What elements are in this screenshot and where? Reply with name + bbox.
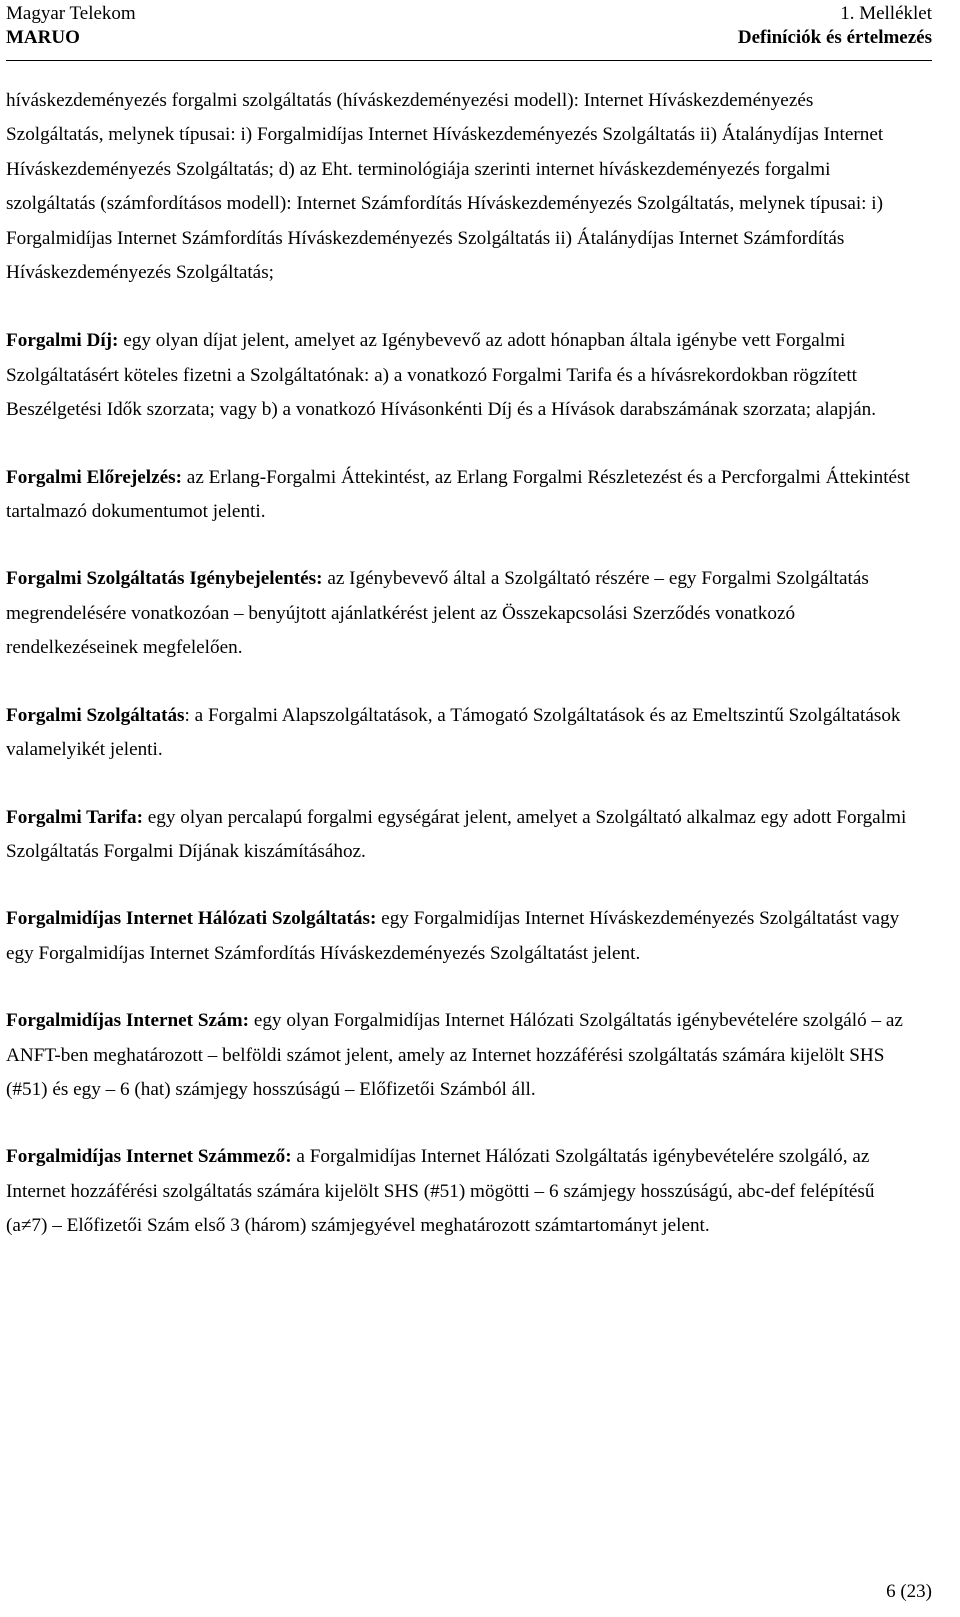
definition-paragraph — [6, 461, 911, 530]
definition-paragraph — [6, 699, 911, 768]
page-number: 6 (23) — [886, 1581, 932, 1602]
definition-text: egy olyan Forgalmidíjas Internet Hálózati Szolgáltatás igénybevételére szolgáló – az ANFT-ben meghatározott – belföldi számot jelent, amely az Internet hozzáférési szolgáltatás számára kijelölt SHS (#51) és egy – 6 (hat) számjegy hosszúságú – Előfizetői Számból áll. — [6, 1010, 903, 1100]
definition-text: az Igénybevevő által a Szolgáltató részére – egy Forgalmi Szolgáltatás megrendelésére vonatkozóan – benyújtott ajánlatkérést jelent az Összekapcsolási Szerződés vonatkozó rendelkezéseinek megfelelően. — [6, 568, 869, 659]
document-body — [6, 84, 911, 1277]
header-right — [738, 2, 932, 50]
definition-text: : a Forgalmi Alapszolgáltatások, a Támogató Szolgáltatások és az Emeltszintű Szolgáltatások valamelyikét jelenti. — [6, 704, 901, 761]
definition-term: Forgalmidíjas Internet Számmező: — [6, 1146, 292, 1168]
definition-text: híváskezdeményezés forgalmi szolgáltatás (híváskezdeményezési modell): Internet Híváskezdeményezés Szolgáltatás, melynek típusai: i) Forgalmidíjas Internet Híváskezdeményezés Szolgáltatás ii) Átalánydíjas Internet Híváskezdeményezés Szolgáltatás; d) az Eht. terminológiája szerinti internet híváskezdeményezés forgalmi szolgáltatás (számfordításos modell): Internet Számfordítás Híváskezdeményezés Szolgáltatás, melynek típusai: i) Forgalmidíjas Internet Számfordítás Híváskezdeményezés Szolgáltatás ii) Átalánydíjas Internet Számfordítás Híváskezdeményezés Szolgáltatás; — [6, 90, 884, 284]
header-annex-title: Definíciók és értelmezés — [737, 27, 932, 48]
definition-term: Forgalmi Előrejelzés: — [6, 466, 182, 488]
definition-text: a Forgalmidíjas Internet Hálózati Szolgáltatás igénybevételére szolgáló, az Internet hozzáférési szolgáltatás számára kijelölt SHS (#51) mögötti – 6 számjegy hosszúságú, abc-def felépítésű (a≠7) – Előfizetői Szám első 3 (három) számjegyével meghatározott számtartományt jelent. — [6, 1146, 875, 1237]
definition-term: Forgalmi Szolgáltatás — [6, 704, 185, 726]
header-annex: 1. Melléklet — [840, 3, 932, 24]
definition-text: egy olyan díjat jelent, amelyet az Igénybevevő az adott hónapban általa igénybe vett Forgalmi Szolgáltatásért köteles fizetni a Szolgáltatónak: a) a vonatkozó Forgalmi Tarifa és a hívásrekordokban rögzített Beszélgetési Idők szorzata; vagy b) a vonatkozó Hívásonkénti Díj és a Hívások darabszámának szorzata; alapján. — [6, 330, 877, 421]
definition-paragraph — [6, 801, 911, 870]
definition-paragraph — [6, 562, 911, 665]
definition-paragraph — [6, 324, 911, 427]
definition-paragraph — [6, 902, 911, 971]
definition-term: Forgalmidíjas Internet Hálózati Szolgáltatás: — [6, 908, 377, 930]
header-document: MARUO — [6, 27, 80, 48]
header-company: Magyar Telekom — [6, 3, 136, 24]
definition-paragraph — [6, 84, 911, 290]
definition-term: Forgalmidíjas Internet Szám: — [6, 1010, 250, 1032]
definition-text: az Erlang-Forgalmi Áttekintést, az Erlang Forgalmi Részletezést és a Percforgalmi Áttekintést tartalmazó dokumentumot jelenti. — [6, 466, 910, 523]
definition-paragraph — [6, 1140, 911, 1243]
header-left — [6, 2, 136, 50]
definition-term: Forgalmi Szolgáltatás Igénybejelentés: — [6, 568, 323, 590]
definition-text: egy Forgalmidíjas Internet Híváskezdeményezés Szolgáltatást vagy egy Forgalmidíjas Internet Számfordítás Híváskezdeményezés Szolgáltatást jelent. — [6, 908, 900, 964]
definition-term: Forgalmi Díj: — [6, 330, 119, 352]
page-header — [6, 0, 932, 61]
definition-text: egy olyan percalapú forgalmi egységárat jelent, amelyet a Szolgáltató alkalmaz egy adott Forgalmi Szolgáltatás Forgalmi Díjának kiszámításához. — [6, 806, 907, 862]
definition-paragraph — [6, 1004, 911, 1107]
definition-term: Forgalmi Tarifa: — [6, 806, 143, 828]
